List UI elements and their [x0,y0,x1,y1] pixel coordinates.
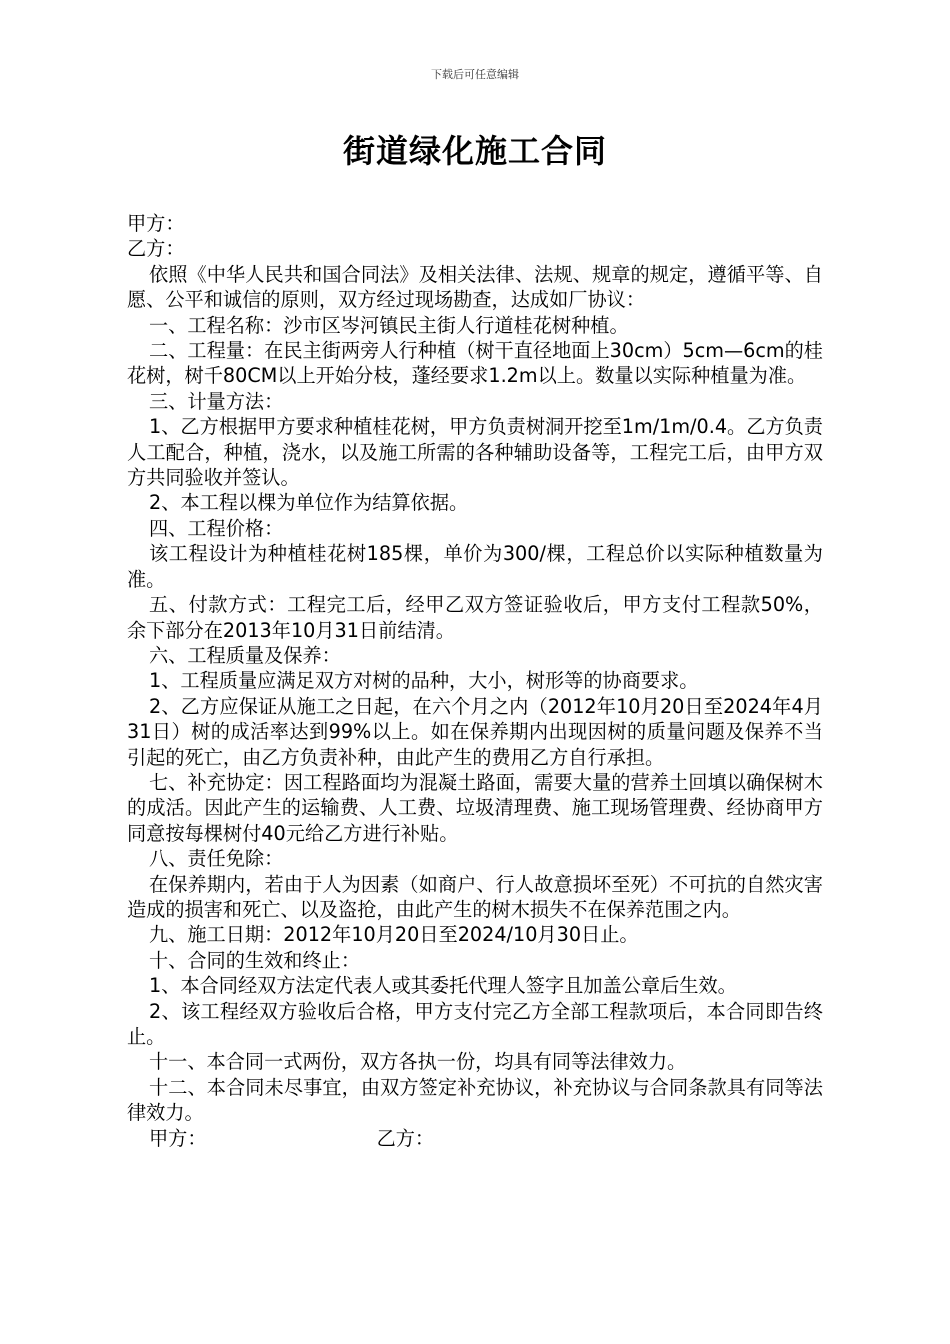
clause-8-body: 在保养期内，若由于人为因素（如商户、行人故意损坏至死）不可抗的自然灾害造成的损害和死亡、以及盗抢，由此产生的树木损失不在保养范围之内。 [127,872,823,921]
clause-9-dates: 九、施工日期：2012年10月20日至2024/10月30日止。 [149,923,639,947]
clause-2-quantity: 二、工程量：在民主街两旁人行种植（树干直径地面上30cm）5cm—6cm的桂花树，树千80CM以上开始分枝，蓬经要求1.2m以上。数量以实际种植量为准。 [127,339,823,388]
document-title: 街道绿化施工合同 [342,132,607,170]
clause-6-item-1: 1、工程质量应满足双方对树的品种，大小，树形等的协商要求。 [149,669,699,693]
clause-10-item-2: 2、该工程经双方验收后合格，甲方支付完乙方全部工程款项后，本合同即告终止。 [127,999,823,1048]
clause-5-payment: 五、付款方式：工程完工后，经甲乙双方签证验收后，甲方支付工程款50%，余下部分在2013年10月31日前结清。 [127,593,823,642]
signature-line [127,1126,823,1151]
clause-6-heading: 六、工程质量及保养： [149,643,341,667]
clause-10-heading: 十、合同的生效和终止： [149,948,361,972]
clause-8-heading: 八、责任免除： [149,847,284,871]
clause-3-item-1: 1、乙方根据甲方要求种植桂花树，甲方负责树洞开挖至1m/1m/0.4。乙方负责人工配合，种植，浇水，以及施工所需的各种辅助设备等，工程完工后，由甲方双方共同验收并签认。 [127,415,823,490]
party-a-line: 甲方： [127,212,185,235]
clause-3-heading: 三、计量方法： [149,389,284,413]
clause-12-misc: 十二、本合同未尽事宜，由双方签定补充协议，补充协议与合同条款具有同等法律效力。 [127,1075,823,1125]
clause-6-item-2: 2、乙方应保证从施工之日起，在六个月之内（2012年10月20日至2024年4月31日）树的成活率达到99%以上。如在保养期内出现因树的质量问题及保养不当引起的死亡，由乙方负责补种，由此产生的费用乙方自行承担。 [127,694,823,769]
signature-party-a: 甲方： [149,1126,207,1150]
clause-4-heading: 四、工程价格： [149,516,284,540]
intro-paragraph: 依照《中华人民共和国合同法》及相关法律、法规、规章的规定，遵循平等、自愿、公平和诚信的原则，双方经过现场勘查，达成如厂协议： [127,262,823,312]
party-b-line: 乙方： [127,237,185,261]
signature-party-b: 乙方： [376,1126,435,1150]
clause-3-item-2: 2、本工程以棵为单位作为结算依据。 [149,491,469,515]
header-note: 下载后可任意编辑 [431,68,519,81]
clause-11-copies: 十一、本合同一式两份，双方各执一份，均具有同等法律效力。 [149,1050,687,1074]
contract-body [127,211,823,1151]
clause-1-project-name: 一、工程名称：沙市区岑河镇民主街人行道桂花树种植。 [149,313,629,337]
clause-10-item-1: 1、本合同经双方法定代表人或其委托代理人签字且加盖公章后生效。 [149,974,737,998]
clause-4-body: 该工程设计为种植桂花树185棵，单价为300/棵，工程总价以实际种植数量为准。 [127,542,823,591]
clause-7-supplement: 七、补充协定：因工程路面均为混凝土路面，需要大量的营养土回填以确保树木的成活。因此产生的运输费、人工费、垃圾清理费、施工现场管理费、经协商甲方同意按每棵树付40元给乙方进行补贴。 [127,770,823,845]
